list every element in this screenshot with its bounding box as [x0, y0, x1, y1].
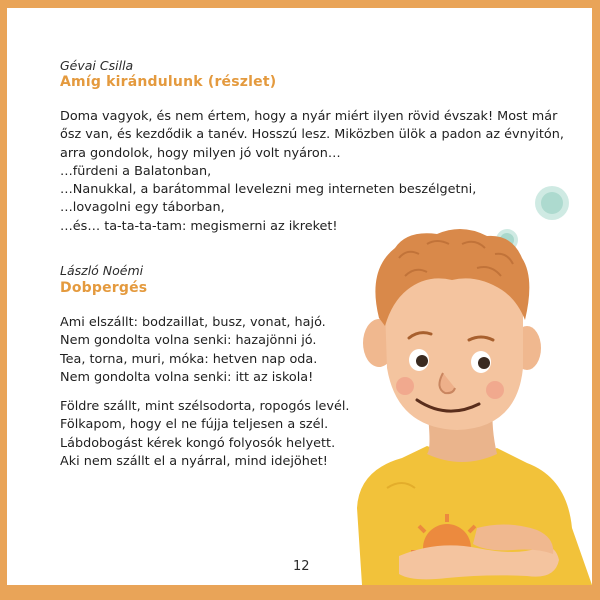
- text-line: Ami elszállt: bodzaillat, busz, vonat, hajó.: [60, 315, 326, 330]
- boy-illustration: [7, 8, 592, 585]
- text-line: arra gondolok, hogy milyen jó volt nyáron…: [60, 145, 341, 161]
- poem1-author: Gévai Csilla: [60, 58, 134, 73]
- text-line: …lovagolni egy táborban,: [60, 200, 225, 216]
- poem2-author: László Noémi: [60, 263, 144, 278]
- text-line: Fölkapom, hogy el ne fújja teljesen a szél.: [60, 417, 329, 433]
- text-line: Lábdobogást kérek kongó folyosók helyett.: [60, 435, 336, 451]
- poem1-title: Amíg kirándulunk (részlet): [60, 74, 277, 90]
- text-line: Tea, torna, muri, móka: hetven nap oda.: [60, 351, 318, 367]
- text-line: …és… ta-ta-ta-tam: megismerni az ikreket!: [60, 218, 338, 234]
- page-number: 12: [293, 559, 310, 574]
- text-line: …fürdeni a Balatonban,: [60, 163, 212, 179]
- text-line: Földre szállt, mint szélsodorta, ropogós levél.: [60, 399, 350, 414]
- text-line: Nem gondolta volna senki: itt az iskola!: [60, 369, 314, 385]
- poem2-title: Dobpergés: [60, 280, 148, 296]
- text-line: Aki nem szállt el a nyárral, mind idejöhet!: [60, 453, 328, 469]
- text-line: …Nanukkal, a barátommal levelezni meg interneten beszélgetni,: [60, 182, 477, 198]
- text-line: Nem gondolta volna senki: hazajönni jó.: [60, 333, 317, 349]
- text-line: ősz van, és kezdődik a tanév. Hosszú lesz. Miközben ülök a padon az évnyitón,: [60, 127, 564, 143]
- text-line: Doma vagyok, és nem értem, hogy a nyár miért ilyen rövid évszak! Most már: [60, 109, 558, 124]
- book-page: [7, 8, 592, 585]
